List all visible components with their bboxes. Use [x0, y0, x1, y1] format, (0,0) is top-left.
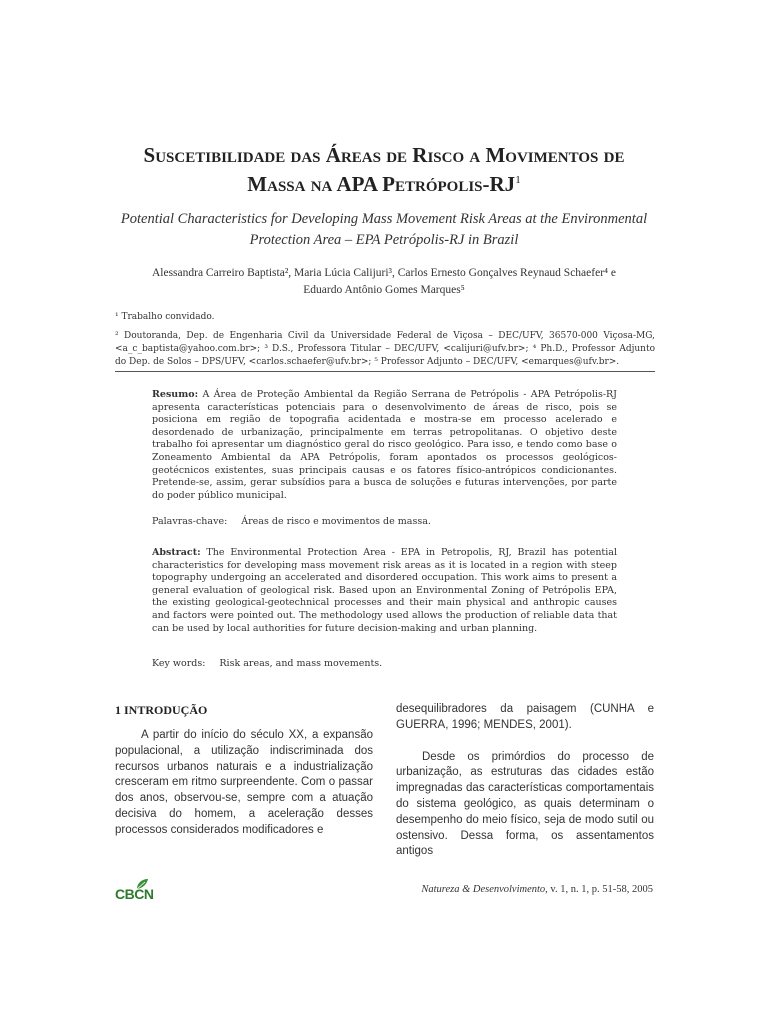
journal-name: Natureza & Desenvolvimento [421, 884, 546, 895]
palavras-chave-block [152, 516, 617, 529]
author-list [80, 265, 688, 299]
citation-details: , v. 1, n. 1, p. 51-58, 2005 [545, 884, 653, 895]
title-line-1: Suscetibilidade das Áreas de Risco a Movimentos de [143, 143, 625, 167]
resumo-block [152, 389, 617, 502]
palavras-chave-label: Palavras-chave: [152, 516, 228, 527]
abstract-block [152, 547, 617, 635]
section-heading: 1 INTRODUÇÃO [115, 703, 208, 717]
paper-title [80, 143, 688, 197]
authors-line-2: Eduardo Antônio Gomes Marques⁵ [303, 284, 465, 296]
keywords-text: Risk areas, and mass movements. [219, 658, 383, 669]
note-1: ¹ Trabalho convidado. [115, 312, 215, 322]
affiliation-notes [115, 311, 655, 375]
abstract-label: Abstract: [152, 547, 201, 558]
title-line-2-text: Massa na APA Petrópolis-RJ [247, 172, 516, 196]
intro-paragraph-1: A partir do início do século XX, a expansão populacional, a utilização indiscriminada dos recursos urbanos naturais e a industrialização cresceram em ritmo surpreendente. Com o passar dos anos, observou-se, sempre com a atuação decisiva do homem, a aceleração desses processos considerados modificadores e [115, 729, 373, 836]
horizontal-divider [115, 371, 655, 372]
resumo-text: A Área de Proteção Ambiental da Região Serrana de Petrópolis - APA Petrópolis-RJ apresenta características potenciais para o desenvolvimento de áreas de risco, pois se posiciona em região de topografia acidentada e mostra-se em processo acelerado e desordenado de urbanização, principalmente em terras petropolitanas. O objetivo deste trabalho foi apresentar um diagnóstico geral do risco geológico. Para isso, e tendo como base o Zoneamento Ambiental da APA Petrópolis, foram apontados os processos geológicos-geotécnicos existentes, suas principais causas e os fatores físico-antrópicos condicionantes. Pretende-se, assim, gerar subsídios para a busca de soluções e futuras intervenções, por parte do poder público municipal. [152, 389, 617, 501]
logo-text: CBCN [115, 886, 154, 902]
body-column-right [396, 702, 654, 860]
intro-paragraph-1-cont: desequilibradores da paisagem (CUNHA e GUERRA, 1996; MENDES, 2001). [396, 703, 654, 731]
keywords-label: Key words: [152, 658, 206, 669]
body-column-left [115, 728, 373, 839]
paper-subtitle-english: Potential Characteristics for Developing Mass Movement Risk Areas at the Environmental Protection Area – EPA Petrópolis-RJ in Brazil [120, 211, 648, 248]
palavras-chave-text: Áreas de risco e movimentos de massa. [241, 516, 431, 527]
authors-line-1: Alessandra Carreiro Baptista², Maria Lúcia Calijuri³, Carlos Ernesto Gonçalves Reynaud Schaefer⁴ e [151, 267, 617, 279]
keywords-block [152, 658, 617, 671]
journal-citation-footer [421, 884, 653, 895]
abstract-text: The Environmental Protection Area - EPA in Petropolis, RJ, Brazil has potential characteristics for developing mass movement risk areas as it is located in a region with steep topography undergoing an accelerated and disordered occupation. This work aims to present a general evaluation of geological risk. Based upon an Environmental Zoning of Petrópolis EPA, the existing geological-geotechnical processes and their main physical and anthropic causes and factors were pointed out. The methodology used allows the production of reliable data that can be used by local authorities for future decision-making and urban planning. [152, 547, 617, 634]
intro-paragraph-2: Desde os primórdios do processo de urbanização, as estruturas das cidades estão impregnadas das características comportamentais do sistema geológico, as quais determinam o desempenho do meio físico, seja de modo sutil ou ostensivo. Dessa forma, os assentamentos antigos [396, 750, 654, 858]
resumo-label: Resumo: [152, 389, 199, 400]
title-line-2 [80, 168, 688, 197]
title-footnote-mark: 1 [515, 174, 521, 186]
cbcn-logo [115, 878, 171, 906]
note-2: ² Doutoranda, Dep. de Engenharia Civil da Universidade Federal de Viçosa – DEC/UFV, 36570-000 Viçosa-MG, <a_c_baptista@yahoo.com.br>; ³ D.S., Professora Titular – DEC/UFV, <calijuri@ufv.br>; ⁴ Ph.D., Professor Adjunto do Dep. de Solos – DPS/UFV, <carlos.schaefer@ufv.br>; ⁵ Professor Adjunto – DEC/UFV, <emarques@ufv.br>. [115, 331, 655, 367]
